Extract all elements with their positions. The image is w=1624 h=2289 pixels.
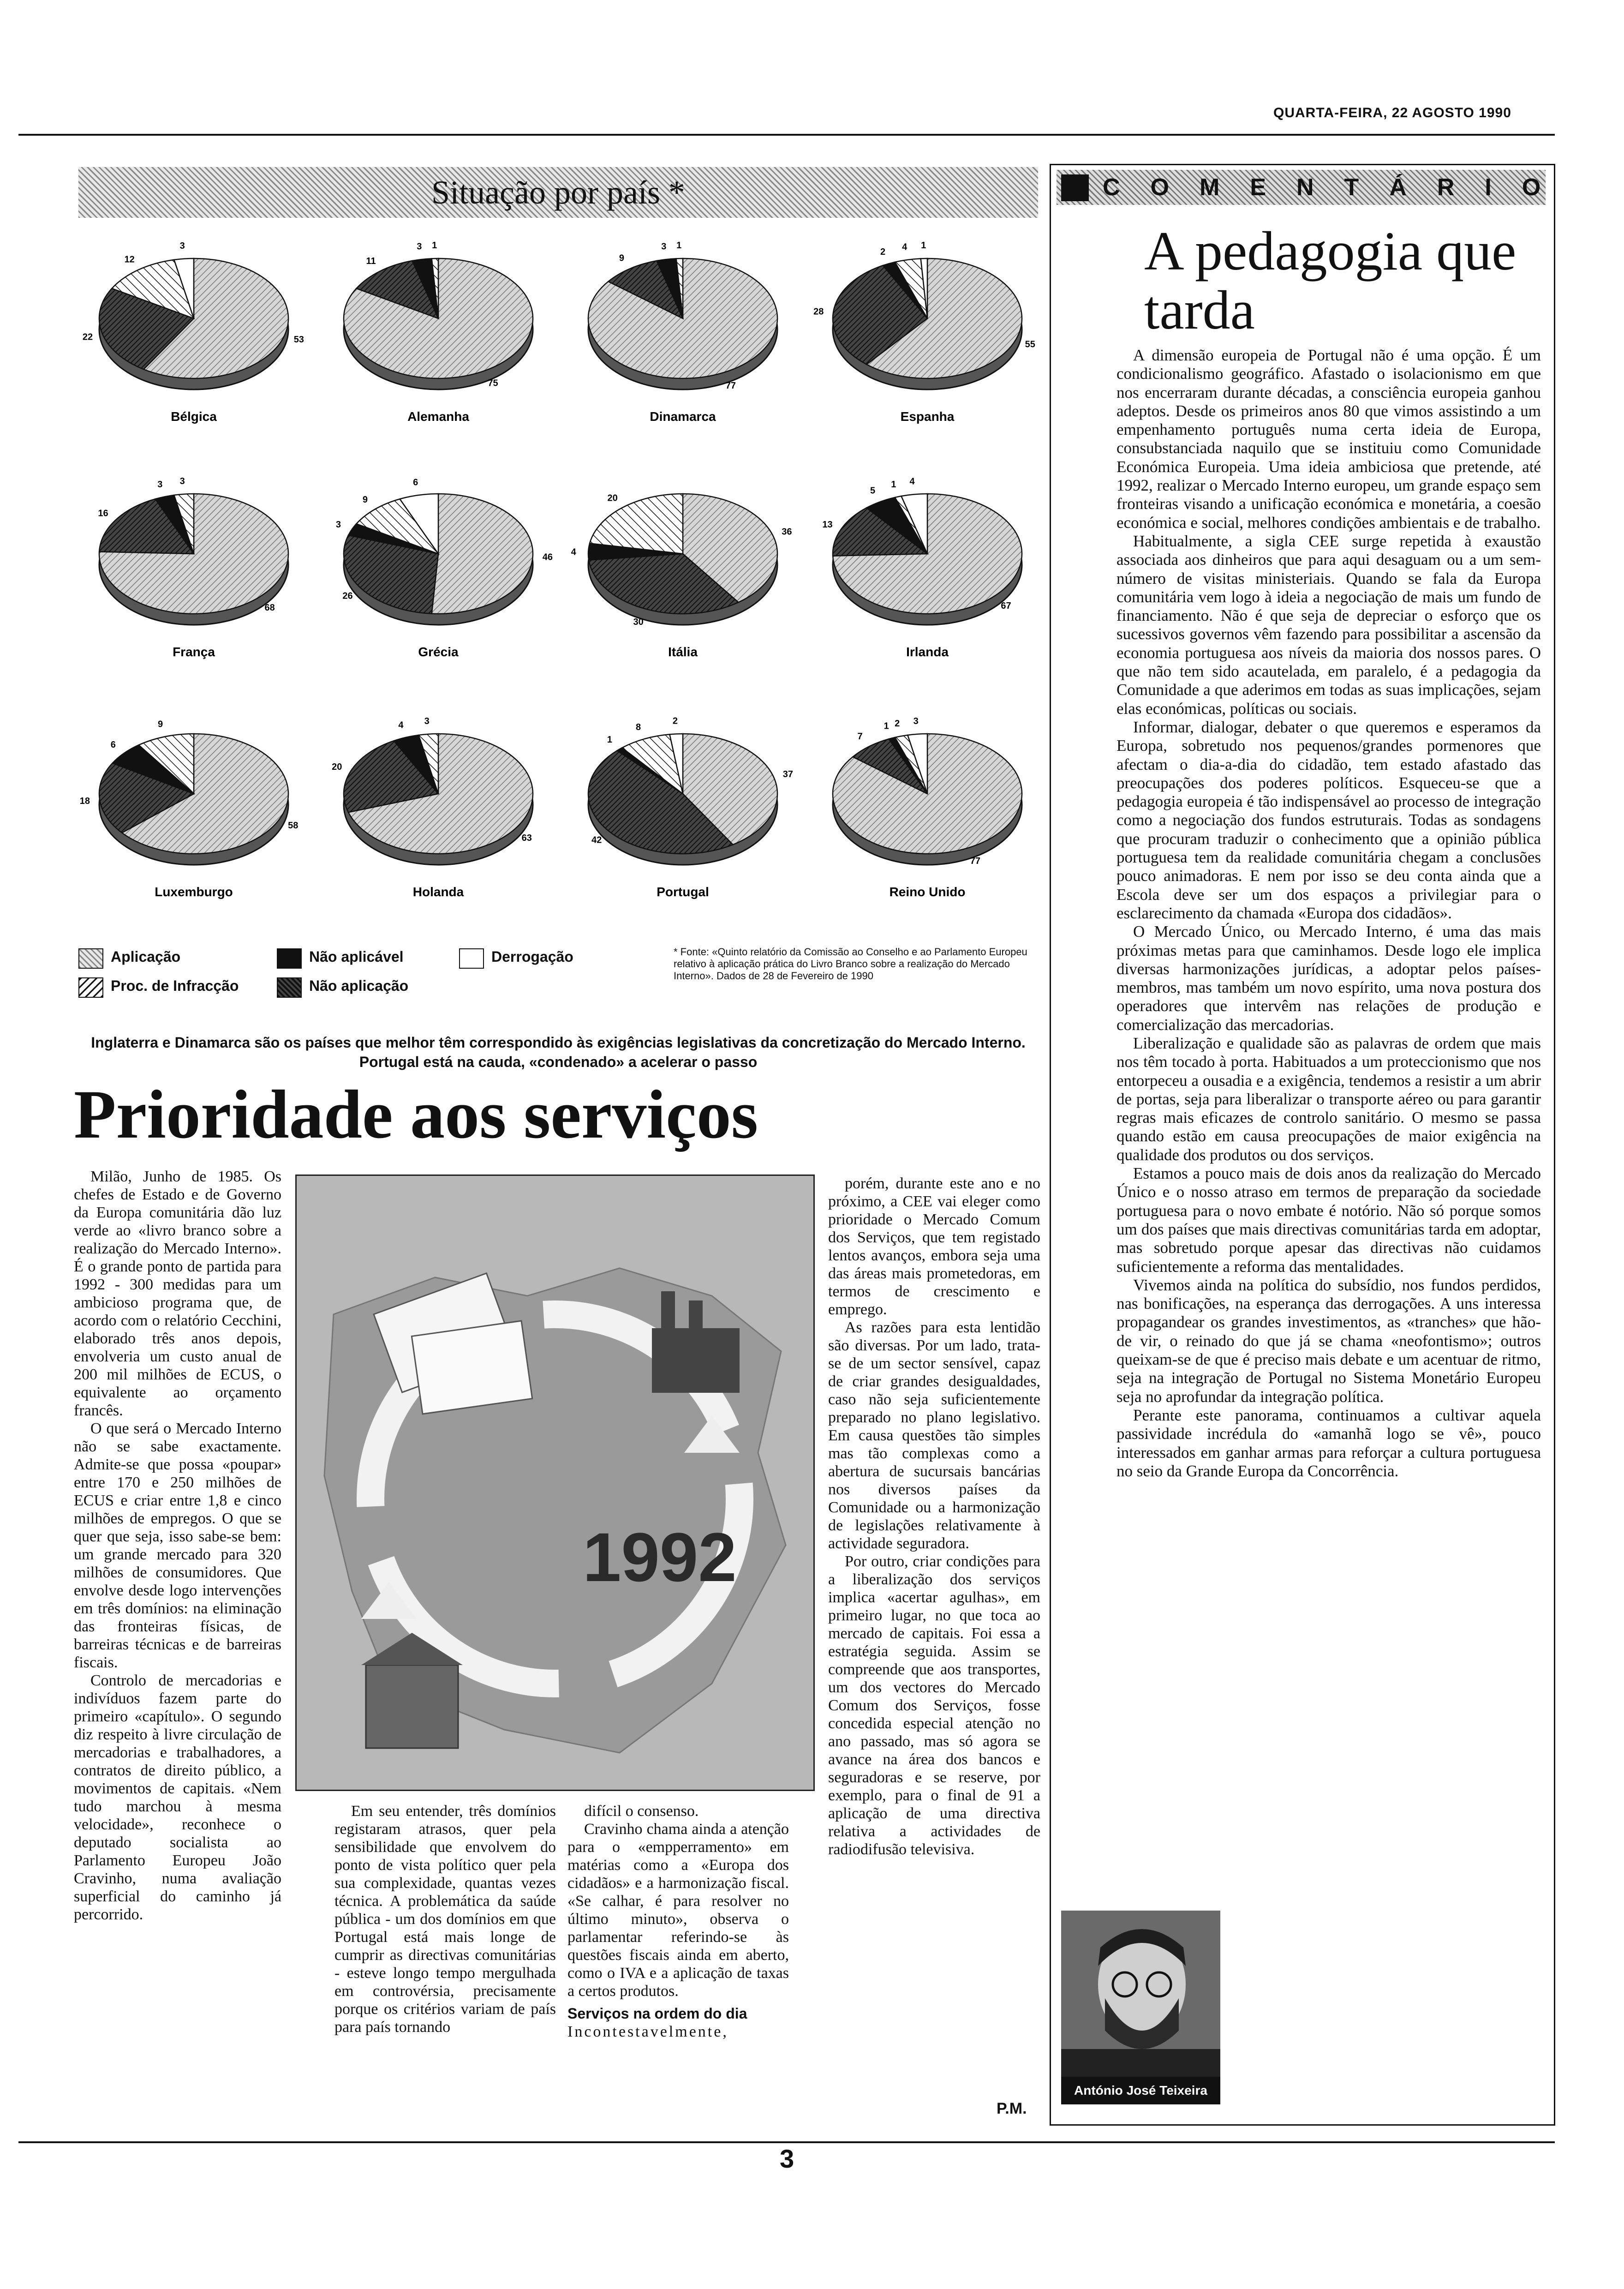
pie-value-label: 1 xyxy=(884,721,889,731)
pie-value-label: 7 xyxy=(857,731,863,742)
article-column-2 xyxy=(334,1802,556,2036)
pie-value-label: 13 xyxy=(822,519,833,530)
pie-bélgica xyxy=(83,241,304,424)
top-rule xyxy=(18,134,1555,136)
pie-value-label: 6 xyxy=(413,477,418,488)
pie-country-name: Reino Unido xyxy=(889,885,966,899)
legend-label-nao-aplicacao: Não aplicação xyxy=(309,977,409,994)
paragraph: Em seu entender, três domínios registaram atrasos, quer pela sensibilidade que envolvem do ponto de vista político quer pela sua complexidade, quantas vezes técnica. A problemática da saúde pública - um dos domínios em que Portugal está mais longe de cumprir as directivas comunitárias - esteve longo tempo mergulhada em controvérsia, precisamente porque os critérios variam de país para país tornando xyxy=(334,1803,556,2036)
article-headline: Prioridade aos serviços xyxy=(74,1076,758,1153)
legend-label-derrogacao: Derrogação xyxy=(491,948,573,965)
pie-value-label: 4 xyxy=(909,476,915,487)
legend-swatch-nao-aplicavel xyxy=(277,948,302,969)
pie-chart-grid xyxy=(78,222,1043,932)
pie-value-label: 42 xyxy=(591,835,602,845)
chart-source-note: * Fonte: «Quinto relatório da Comissão ao Conselho e ao Parlamento Europeu relativo à aplicação prática do Livro Branco sobre a realização do Mercado Interno». Dados de 28 de Fevereiro de 1990 xyxy=(674,946,1027,982)
pie-value-label: 3 xyxy=(335,519,341,530)
pie-itália xyxy=(571,493,792,659)
pie-value-label: 63 xyxy=(521,833,532,844)
pie-country-name: Itália xyxy=(668,645,698,659)
author-portrait xyxy=(1061,1911,1220,2077)
pie-value-label: 1 xyxy=(921,240,926,251)
bottom-rule xyxy=(18,2141,1555,2143)
chart-caption: Inglaterra e Dinamarca são os países que melhor têm correspondido às exigências legislativas da concretização do Mercado Interno. Portugal está na cauda, «condenado» a acelerar o passo xyxy=(91,1034,1026,1070)
pie-luxemburgo xyxy=(80,719,299,899)
paragraph: Controlo de mercadorias e indivíduos fazem parte do primeiro «capítulo». O segundo diz respeito à livre circulação de mercadorias e trabalhadores, a contratos de direito público, a movimentos de capitais. «Nem tudo marchou à mesma velocidade», reconhece o deputado socialista ao Parlamento Europeu João Cravinho, numa avaliação superficial do caminho já percorrido. xyxy=(74,1672,281,1923)
pie-value-label: 3 xyxy=(913,716,919,726)
pie-portugal xyxy=(588,716,793,899)
pie-value-label: 2 xyxy=(880,246,886,257)
pie-value-label: 4 xyxy=(571,547,576,557)
pie-value-label: 4 xyxy=(902,242,908,252)
pie-country-name: Portugal xyxy=(657,885,709,899)
pie-country-name: Espanha xyxy=(900,409,955,424)
pie-value-label: 18 xyxy=(79,796,90,806)
paragraph: Vivemos ainda na política do subsídio, nos fundos perdidos, nas bonificações, na esperança das derrogações. A uns interessa propagandear os grandes investimentos, as «tranches» que hão-de vir, o reinado do que já se chama «neofontismo»; outros queixam-se de que é preciso mais debate e um acentuar de ritmo, seja na integração de Portugal no Sistema Monetário Europeu seja no aprofundar da integração política. xyxy=(1116,1276,1541,1406)
pie-value-label: 3 xyxy=(417,241,422,252)
pie-value-label: 1 xyxy=(607,735,612,745)
legend-swatch-aplicacao xyxy=(78,948,103,969)
pie-country-name: Holanda xyxy=(412,885,464,899)
pie-value-label: 3 xyxy=(424,716,430,726)
pie-espanha xyxy=(813,240,1035,424)
pie-value-label: 5 xyxy=(870,485,876,496)
house-icon xyxy=(366,1665,458,1748)
legend-swatch-derrogacao xyxy=(459,948,484,969)
pie-slice xyxy=(590,494,683,554)
paragraph: Milão, Junho de 1985. Os chefes de Estado e de Governo da Europa comunitária dão luz verde ao «livro branco sobre a realização do Mercado Interno». É o grande ponto de partida para 1992 - 300 medidas para um ambicioso programa que, de acordo com o relatório Cecchini, elaborado três anos depois, envolveria um custo anual de 200 mil milhões de ECUS, o equivalente ao orçamento francês. xyxy=(74,1168,281,1419)
pie-value-label: 1 xyxy=(432,240,437,251)
pie-value-label: 68 xyxy=(264,603,275,613)
article-column-1 xyxy=(74,1168,281,1923)
pie-value-label: 58 xyxy=(288,820,299,831)
author-photo xyxy=(1061,1911,1220,2077)
col3-tail: Incontestavelmente, xyxy=(567,2023,728,2040)
pie-value-label: 3 xyxy=(157,479,163,490)
comment-body xyxy=(1116,346,1541,1480)
pie-country-name: Irlanda xyxy=(906,645,949,659)
pie-value-label: 3 xyxy=(179,476,185,486)
pie-value-label: 1 xyxy=(676,240,682,251)
author-name: António José Teixeira xyxy=(1061,2077,1220,2104)
pie-reino-unido xyxy=(833,716,1022,899)
pie-value-label: 28 xyxy=(813,306,824,317)
pie-value-label: 16 xyxy=(98,508,108,519)
pie-value-label: 46 xyxy=(542,552,553,563)
illustration-year: 1992 xyxy=(583,1518,737,1596)
legend-label-nao-aplicavel: Não aplicável xyxy=(309,948,404,965)
subhead-servicos: Serviços na ordem do dia xyxy=(567,2005,747,2022)
pie-value-label: 3 xyxy=(179,240,185,251)
pie-value-label: 37 xyxy=(782,769,793,779)
paragraph: O que será o Mercado Interno não se sabe exactamente. Admite-se que possa «poupar» entre 170 e 250 milhões de ECUS e criar entre 1,8 e cinco milhões de empregos. O que se quer que seja, isso sabe-se bem: um grande mercado para 320 milhões de consumidores. Que envolve desde logo intervenções em três domínios: na eliminação das fronteiras físicas, de barreiras técnicas e de barreiras fiscais. xyxy=(74,1420,281,1671)
pie-value-label: 75 xyxy=(488,378,498,389)
paragraph: Habitualmente, a sigla CEE surge repetida à exaustão associada aos dinheiros que para aqui desaguam ou a um sem-número de visitas ministeriais. Quando se fala da Europa comunitária vem logo à ideia a negociação de mais um fundo de financiamento. Não é que seja de depreciar o esforço que os sucessivos governos vêm fazendo para possibilitar a ascensão da economia portuguesa aos níveis da maioria dos nossos pares. O que não tem sido acautelada, em paralelo, é a pedagogia da Comunidade a que aderimos em todas as suas implicações, sejam elas económicas, políticas ou sociais. xyxy=(1116,532,1541,718)
legend-label-infraccao: Proc. de Infracção xyxy=(111,977,239,994)
legend-swatch-infraccao xyxy=(78,977,103,998)
paragraph: Estamos a pouco mais de dois anos da realização do Mercado Único e o nosso atraso em termos de preparação da sociedade portuguesa para o novo embate é notório. Não só porque somos um dos países que mais directivas comunitárias tarda em adoptar, mas sobretudo porque apesar das directivas não cuidamos suficientemente a reforma das mentalidades. xyxy=(1116,1164,1541,1276)
pie-value-label: 36 xyxy=(782,527,792,537)
pie-value-label: 2 xyxy=(672,716,678,726)
paragraph: O Mercado Único, ou Mercado Interno, é uma das mais próximas metas para que caminhamos. Desde logo ele implica diversas harmonizações jurídicas, a adoptar pelos países-membros, mas também um novo espírito, uma nova postura dos operadores que intervêm nas relações de produção e comercialização das mercadorias. xyxy=(1116,923,1541,1034)
paragraph: Informar, dialogar, debater o que queremos e esperamos da Europa, sobretudo nos pequenos/grandes pormenores que afectam o dia-a-dia do cidadão, tem estado afastado das preocupações dos poderes políticos. Esqueceu-se que a pedagogia europeia é tão indispensável ao processo de integração como a negociação dos fundos estruturais. Todas as sondagens que procuram traduzir o conhecimento que a opinião pública portuguesa tem da realidade comunitária chegam a conclusões pouco animadoras. E nem por isso se deu conta ainda que a Escola deve ser um dos espaços a privilegiar para o esclarecimento da chamada «Europa dos cidadãos». xyxy=(1116,718,1541,922)
pie-value-label: 77 xyxy=(970,856,981,866)
pie-value-label: 12 xyxy=(124,254,135,265)
article-signature: P.M. xyxy=(997,2100,1027,2117)
pie-dinamarca xyxy=(588,240,777,424)
paragraph: Por outro, criar condições para a liberalização dos serviços implica «acertar agulhas», em primeiro lugar, no que toca ao mercado de capitais. Foi essa a estratégia seguida. Assim se compreende que aos transportes, um dos vectores do Mercado Comum dos Serviços, fosse concedida especial atenção no ano passado, mas só agora se avance na área dos bancos e seguradoras e se reserve, por exemplo, para o final de 91 a aplicação de uma directiva relativa a actividades de radiodifusão televisiva. xyxy=(828,1553,1040,1858)
pie-value-label: 9 xyxy=(362,495,368,505)
pie-value-label: 53 xyxy=(293,335,304,345)
dateline: QUARTA-FEIRA, 22 AGOSTO 1990 xyxy=(1273,105,1511,120)
page-number: 3 xyxy=(780,2144,794,2173)
pie-value-label: 1 xyxy=(891,479,896,490)
pie-value-label: 26 xyxy=(342,591,353,601)
pie-country-name: Luxemburgo xyxy=(155,885,233,899)
comment-square-icon xyxy=(1061,174,1089,201)
document-icon xyxy=(412,1321,532,1414)
pie-value-label: 30 xyxy=(633,617,644,628)
paragraph: Cravinho chama ainda a atenção para o «empperramento» em matérias como a «Europa dos cidadãos» e a harmonização fiscal. «Se calhar, é para resolver no último minuto», observa o parlamentar referindo-se às questões fiscais ainda em aberto, como o IVA e a aplicação de taxas a certos produtos. xyxy=(567,1821,789,2000)
pie-grécia xyxy=(336,477,553,659)
paragraph: A dimensão europeia de Portugal não é uma opção. É um condicionalismo geográfico. Afastado o isolacionismo em que nos encerraram durante décadas, a consciência europeia ganhou adeptos. Desde os primeiros anos 80 que vimos assistindo a um empenhamento português numa certa ideia de Europa, consubstanciada naquilo que se instituiu como Comunidade Económica Europeia. Uma ideia ambiciosa que pretende, até 1992, realizar o Mercado Interno europeu, um grande espaço sem fronteiras visando a unificação económica e monetária, a coesão económica e social, melhores condições ambientais e de trabalho. xyxy=(1116,346,1541,532)
pie-frança xyxy=(98,476,288,659)
pie-value-label: 67 xyxy=(1001,601,1011,611)
pie-value-label: 20 xyxy=(607,493,618,503)
pie-value-label: 55 xyxy=(1025,339,1035,350)
paragraph: Perante este panorama, continuamos a cultivar aquela passividade incrédula do «amanhã logo se vê», pouco interessados em ganhar armas para reforçar a cultura portuguesa no seio da Grande Europa da Concorrência. xyxy=(1116,1406,1541,1480)
pie-country-name: Grécia xyxy=(418,645,459,659)
pie-value-label: 6 xyxy=(110,739,116,750)
pie-irlanda xyxy=(822,477,1022,659)
comment-title: A pedagogia que tarda xyxy=(1144,220,1517,341)
pie-alemanha xyxy=(344,240,533,424)
paragraph: Liberalização e qualidade são as palavras de ordem que mais nos têm tocado à porta. Habituados a um proteccionismo que nos entorpeceu a ousadia e a exigência, tendemos a resistir a um abrir de portas, seja para liberalizar o transporte aéreo ou para garantir regras mais eficazes de controlo sanitário. O mesmo se passa quando estão em causa preocupações de maior exigência na qualidade dos produtos ou dos serviços. xyxy=(1116,1034,1541,1164)
article-illustration xyxy=(295,1174,815,1791)
pie-country-name: França xyxy=(173,645,215,659)
paragraph: porém, durante este ano e no próximo, a CEE vai eleger como prioridade o Mercado Comum dos Serviços, que tem registado lentos avanços, embora seja uma das áreas mais prometedoras, em termos de crescimento e emprego. xyxy=(828,1175,1040,1318)
paragraph: difícil o consenso. xyxy=(584,1803,699,1820)
pie-country-name: Alemanha xyxy=(407,409,469,424)
pie-value-label: 77 xyxy=(725,380,736,391)
pie-value-label: 22 xyxy=(82,332,93,342)
legend-swatch-nao-aplicacao xyxy=(277,977,302,998)
pie-value-label: 20 xyxy=(332,762,342,773)
pie-value-label: 8 xyxy=(636,722,641,732)
pie-value-label: 3 xyxy=(661,241,667,252)
factory-icon xyxy=(652,1328,740,1393)
pie-holanda xyxy=(332,716,533,899)
pie-value-label: 11 xyxy=(366,256,376,266)
paragraph: As razões para esta lentidão são diversas. Por um lado, trata-se de um sector sensível, capaz de criar grandes desigualdades, caso não seja suficientemente preparado no plano legislativo. Em causa questões tão simples mas tão complexas como a abertura de sucursais bancárias nos diversos países da Comunidade ou a harmonização de legislações relativamente à actividade seguradora. xyxy=(828,1319,1040,1552)
pie-value-label: 4 xyxy=(398,720,404,731)
pie-value-label: 9 xyxy=(157,719,163,730)
legend-label-aplicacao: Aplicação xyxy=(111,948,181,965)
pie-country-name: Dinamarca xyxy=(650,409,716,424)
chart-title: Situação por país * xyxy=(431,174,685,211)
pie-country-name: Bélgica xyxy=(171,409,217,424)
article-column-4 xyxy=(828,1174,1040,1858)
pie-value-label: 9 xyxy=(619,253,625,264)
pie-value-label: 2 xyxy=(895,719,900,729)
illustration-graphic xyxy=(297,1176,813,1790)
article-column-3 xyxy=(567,1802,789,2041)
comment-label: COMENTÁRIO xyxy=(1103,174,1571,201)
